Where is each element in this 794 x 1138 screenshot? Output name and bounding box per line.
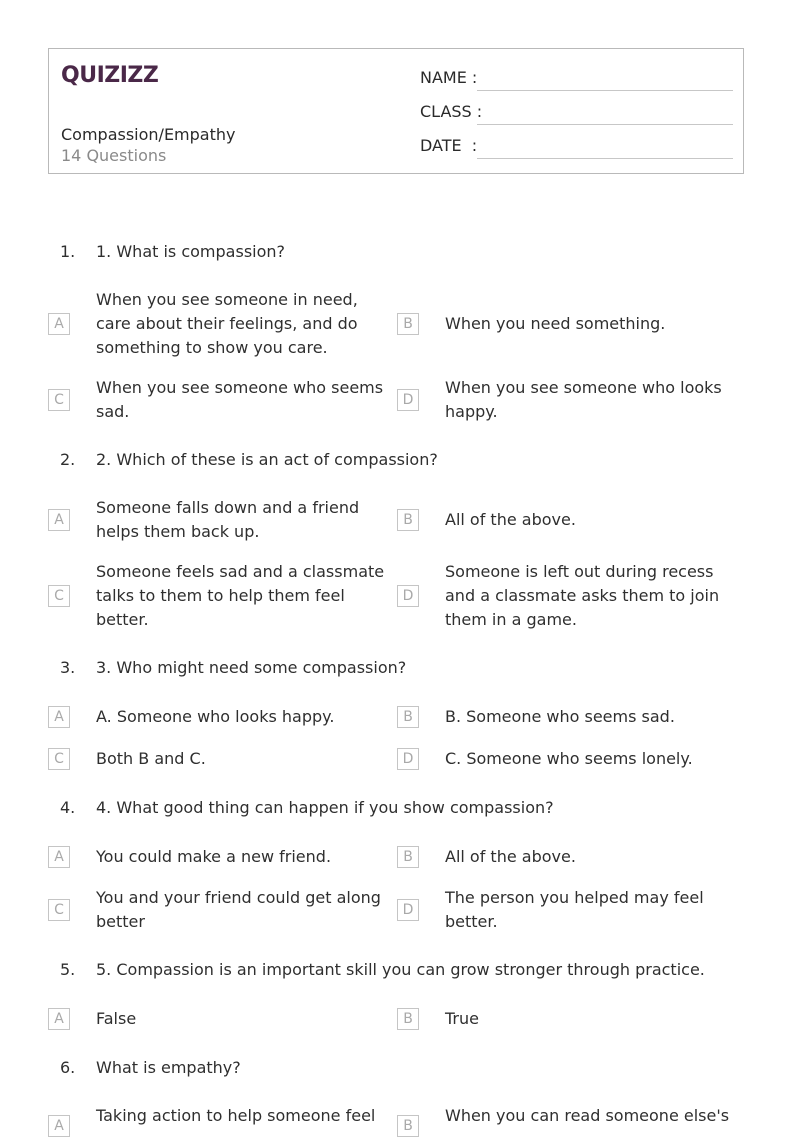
q1-option-d[interactable] [397,376,742,424]
q5-option-b[interactable] [397,1007,742,1031]
option-text: The person you helped may feel better. [445,888,704,931]
option-text: Someone feels sad and a classmate talks to them to help them feel better. [96,562,385,629]
option-letter: B [397,706,419,728]
option-text: C. Someone who seems lonely. [445,749,693,768]
option-letter: B [397,846,419,868]
option-text: Both B and C. [96,749,206,768]
date-label: DATE : [420,136,478,155]
option-letter: A [48,1008,70,1030]
question-number: 3. [60,658,76,677]
class-field[interactable] [420,102,733,126]
q4-option-b[interactable] [397,845,742,869]
question-number: 6. [60,1058,76,1077]
question-text: 4. What good thing can happen if you show compassion? [96,798,554,817]
q4-option-d[interactable] [397,886,742,934]
option-letter: D [397,389,419,411]
option-letter: B [397,1115,419,1137]
name-label: NAME : [420,68,478,87]
q2-option-c[interactable] [48,560,396,632]
question-text: 1. What is compassion? [96,242,286,261]
q3-option-a[interactable] [48,705,396,729]
option-letter: A [48,1115,70,1137]
option-text: B. Someone who seems sad. [445,707,675,726]
question-text: 5. Compassion is an important skill you can grow stronger through practice. [96,960,705,979]
option-text: Someone is left out during recess and a classmate asks them to join them in a game. [445,562,720,629]
q1-option-b[interactable] [397,288,742,360]
date-line[interactable] [477,158,733,159]
q3-option-c[interactable] [48,747,396,771]
question-text: What is empathy? [96,1058,241,1077]
option-text: When you see someone in need, care about their feelings, and do something to show you care. [96,290,358,357]
option-text: All of the above. [445,847,576,866]
option-letter: A [48,846,70,868]
option-letter: B [397,1008,419,1030]
q1-option-c[interactable] [48,376,396,424]
option-text: All of the above. [445,510,576,529]
q4-option-c[interactable] [48,886,396,934]
option-text: True [445,1009,479,1028]
question-text: 3. Who might need some compassion? [96,658,407,677]
question-number: 2. [60,450,76,469]
option-letter: C [48,585,70,607]
q1-option-a[interactable] [48,288,396,360]
q6-option-b[interactable] [397,1104,742,1134]
option-text: You and your friend could get along better [96,888,381,931]
worksheet-title: Compassion/Empathy [61,125,236,144]
question-number: 5. [60,960,76,979]
option-letter: A [48,706,70,728]
option-text: Taking action to help someone feel [96,1106,376,1125]
q5-option-a[interactable] [48,1007,396,1031]
question-text: 2. Which of these is an act of compassion? [96,450,438,469]
date-field[interactable] [420,136,733,160]
option-text: You could make a new friend. [96,847,332,866]
q2-option-b[interactable] [397,496,742,544]
option-letter: C [48,389,70,411]
q4-option-a[interactable] [48,845,396,869]
option-letter: A [48,313,70,335]
question-count: 14 Questions [61,146,167,165]
name-line[interactable] [477,90,733,91]
option-text: When you can read someone else's [445,1106,730,1125]
question-number: 4. [60,798,76,817]
option-letter: A [48,509,70,531]
option-letter: D [397,899,419,921]
option-text: When you see someone who seems sad. [96,378,384,421]
option-text: False [96,1009,137,1028]
name-field[interactable] [420,68,733,92]
option-letter: C [48,748,70,770]
logo-text: QUIZIZZ [61,63,159,87]
option-text: When you need something. [445,314,666,333]
q2-option-a[interactable] [48,496,396,544]
class-line[interactable] [477,124,733,125]
question-number: 1. [60,242,76,261]
quizizz-logo [61,59,161,87]
option-letter: D [397,585,419,607]
option-text: When you see someone who looks happy. [445,378,722,421]
option-letter: B [397,509,419,531]
q6-option-a[interactable] [48,1104,396,1134]
option-letter: B [397,313,419,335]
q3-option-b[interactable] [397,705,742,729]
option-letter: C [48,899,70,921]
q2-option-d[interactable] [397,560,742,632]
option-text: A. Someone who looks happy. [96,707,335,726]
class-label: CLASS : [420,102,483,121]
q3-option-d[interactable] [397,747,742,771]
worksheet-header [48,48,744,174]
option-letter: D [397,748,419,770]
option-text: Someone falls down and a friend helps them back up. [96,498,360,541]
